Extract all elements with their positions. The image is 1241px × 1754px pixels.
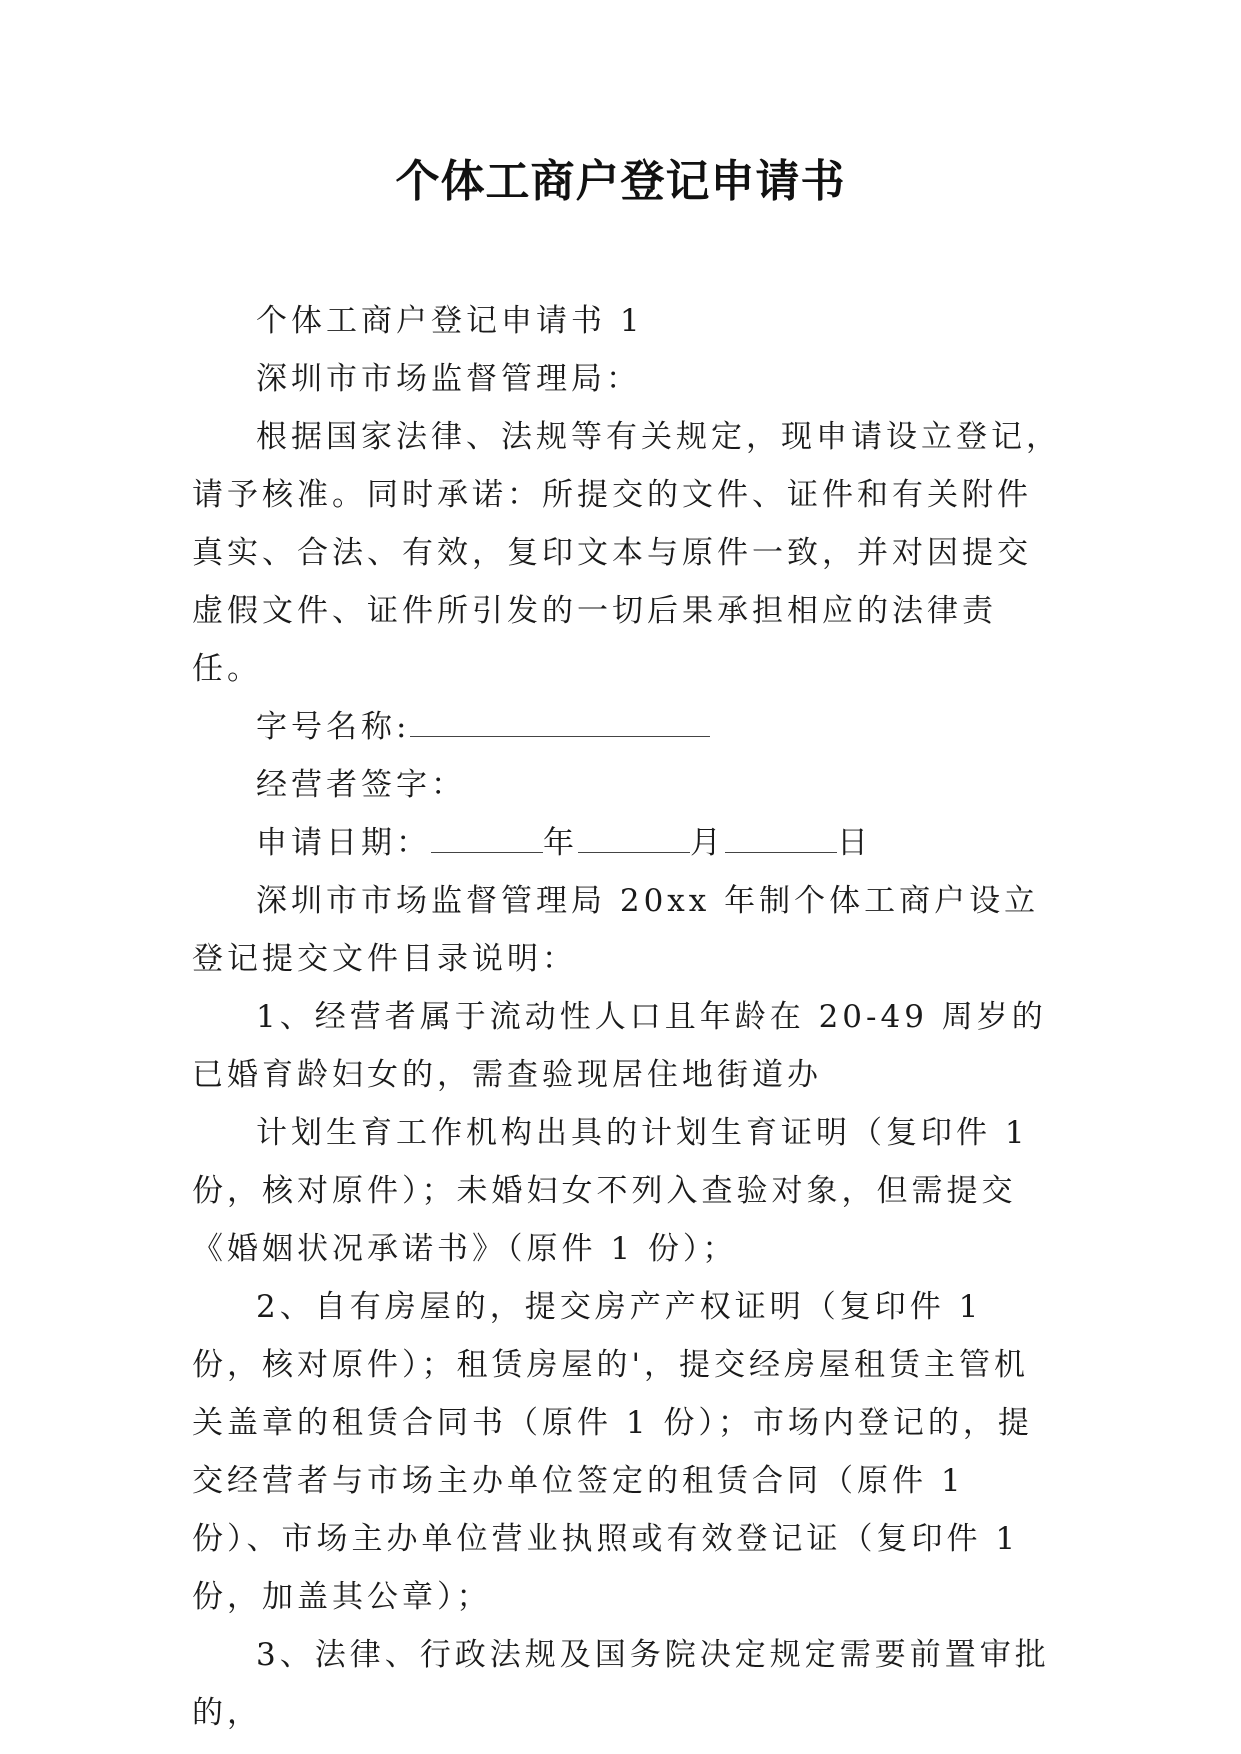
item-1-continued-paragraph: 计划生育工作机构出具的计划生育证明（复印件 1 份，核对原件）；未婚妇女不列入查验对象，但需提交《婚姻状况承诺书》（原件 1 份）； bbox=[192, 1115, 1029, 1267]
month-blank bbox=[578, 822, 690, 853]
field-application-date bbox=[192, 814, 1064, 872]
year-blank bbox=[431, 822, 543, 853]
day-blank bbox=[725, 822, 837, 853]
document-body bbox=[192, 292, 1064, 1742]
item-2-paragraph: 2、自有房屋的，提交房产产权证明（复印件 1 份，核对原件）；租赁房屋的'，提交经房屋租赁主管机关盖章的租赁合同书（原件 1 份）；市场内登记的，提交经营者与市场主办单位签定的租赁合同（原件 1 份）、市场主办单位营业执照或有效登记证（复印件 1 份，加盖其公章）； bbox=[192, 1289, 1033, 1615]
item-1-paragraph: 1、经营者属于流动性人口且年龄在 20-49 周岁的已婚育龄妇女的，需查验现居住地街道办 bbox=[192, 999, 1047, 1093]
field-business-name-label: 字号名称: bbox=[256, 709, 411, 745]
date-month-label: 月 bbox=[690, 825, 725, 861]
date-day-label: 日 bbox=[837, 825, 872, 861]
date-year-label: 年 bbox=[543, 825, 578, 861]
business-name-blank bbox=[410, 706, 710, 737]
field-operator-signature-label: 经营者签字： bbox=[256, 767, 466, 803]
field-operator-signature bbox=[192, 756, 1064, 814]
document-title: 个体工商户登记申请书 bbox=[395, 156, 846, 207]
catalog-paragraph: 深圳市市场监督管理局 20xx 年制个体工商户设立登记提交文件目录说明： bbox=[192, 883, 1040, 977]
document-heading: 个体工商户登记申请书 1 bbox=[256, 303, 644, 339]
addressee: 深圳市市场监督管理局： bbox=[256, 361, 641, 397]
field-business-name bbox=[192, 698, 1064, 756]
field-application-date-label: 申请日期： bbox=[256, 825, 431, 861]
application-paragraph: 根据国家法律、法规等有关规定，现申请设立登记，请予核准。同时承诺：所提交的文件、证件和有关附件真实、合法、有效，复印文本与原件一致，并对因提交虚假文件、证件所引发的一切后果承担相应的法律责任。 bbox=[192, 419, 1061, 687]
item-3-paragraph: 3、法律、行政法规及国务院决定规定需要前置审批的， bbox=[192, 1637, 1050, 1731]
